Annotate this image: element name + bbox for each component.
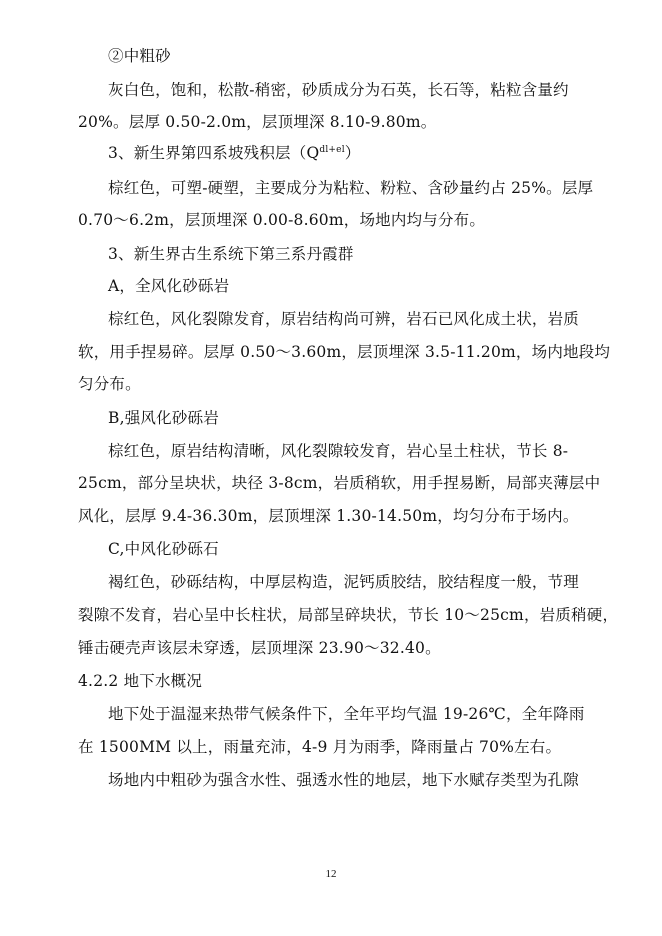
section-heading-groundwater: 4.2.2 地下水概况 <box>78 672 203 690</box>
page-number: 12 <box>325 868 337 880</box>
paragraph-line: 锤击硬壳声该层未穿透，层顶埋深 23.90～32.40。 <box>78 639 441 657</box>
section-heading-text: 3、新生界第四系坡残积层（ <box>108 144 307 162</box>
paragraph-line: 地下处于温湿来热带气候条件下，全年平均气温 19-26℃，全年降雨 <box>108 705 585 723</box>
sand-heading: ②中粗砂 <box>108 47 171 65</box>
paragraph-line: 风化，层厚 9.4-36.30m，层顶埋深 1.30-14.50m，均匀分布于场内。 <box>78 507 579 525</box>
paragraph-line: 软，用手捏易碎。层厚 0.50～3.60m，层顶埋深 3.5-11.20m，场内地段均 <box>78 343 611 361</box>
section-heading-quaternary <box>108 143 360 163</box>
paragraph-line: 20%。层厚 0.50-2.0m，层顶埋深 8.10-9.80m。 <box>78 113 437 131</box>
paragraph-line: 场地内中粗砂为强含水性、强透水性的地层，地下水赋存类型为孔隙 <box>108 771 580 789</box>
paragraph-line: 在 1500MM 以上，雨量充沛，4-9 月为雨季，降雨量占 70%左右。 <box>78 738 562 756</box>
paragraph-line: 棕红色，风化裂隙发育，原岩结构尚可辨，岩石已风化成土状，岩质 <box>108 310 580 328</box>
formula-closing: ） <box>344 144 361 162</box>
subheading-b: B,强风化砂砾岩 <box>108 409 219 427</box>
paragraph-line: 25cm，部分呈块状，块径 3-8cm，岩质稍软，用手捏易断，局部夹薄层中 <box>78 474 601 492</box>
formula-base: Q <box>306 144 320 162</box>
paragraph-line: 匀分布。 <box>78 375 141 393</box>
section-heading-danxia: 3、新生界古生系统下第三系丹霞群 <box>108 245 354 263</box>
subheading-a: A，全风化砂砾岩 <box>108 277 230 295</box>
paragraph-line: 棕红色，原岩结构清晰，风化裂隙较发育，岩心呈土柱状，节长 8- <box>108 442 569 460</box>
paragraph-line: 棕红色，可塑-硬塑，主要成分为粘粒、粉粒、含砂量约占 25%。层厚 <box>108 179 594 197</box>
paragraph-line: 裂隙不发育，岩心呈中长柱状，局部呈碎块状，节长 10～25cm，岩质稍硬， <box>78 606 619 624</box>
paragraph-line: 灰白色，饱和，松散-稍密，砂质成分为石英，长石等，粘粒含量约 <box>108 81 569 99</box>
formula-superscript: dl+el <box>319 144 345 155</box>
paragraph-line: 0.70～6.2m，层顶埋深 0.00-8.60m，场地内均与分布。 <box>78 211 486 229</box>
subheading-c: C,中风化砂砾石 <box>108 540 219 558</box>
paragraph-line: 褐红色，砂砾结构，中厚层构造，泥钙质胶结，胶结程度一般，节理 <box>108 573 580 591</box>
